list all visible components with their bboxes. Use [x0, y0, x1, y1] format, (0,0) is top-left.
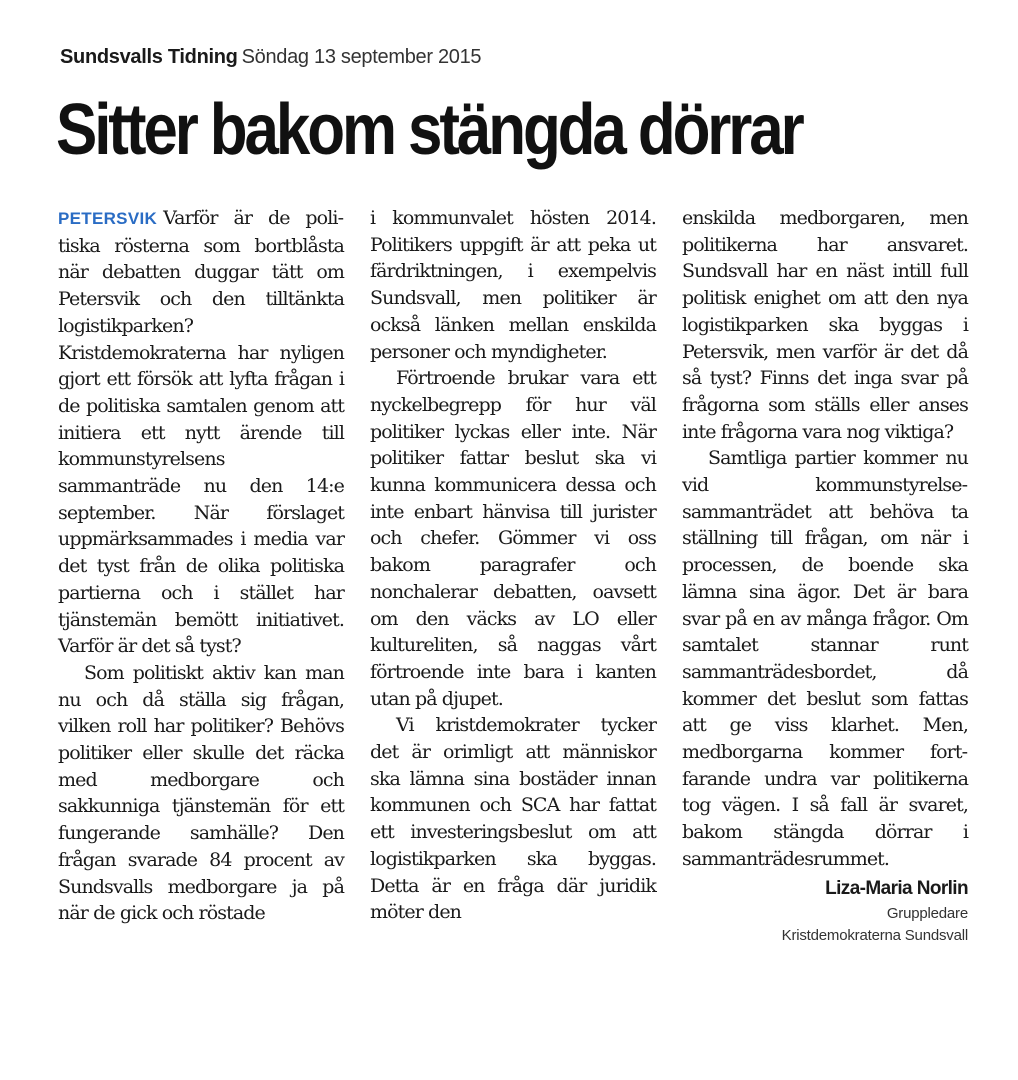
paragraph: enskilda medborgaren, men politikerna har ansvaret. Sundsvall har en näst intill full politisk enighet om att den nya logistikparken ska byggas i Petersvik, men varför är det då så tyst? Finns det inga svar på frågorna som ställs eller anses inte frågorna vara nog viktiga?	[682, 207, 968, 443]
paragraph: Förtroende brukar vara ett nyckelbegrepp för hur väl politiker lyckas eller inte. När politiker fattar beslut ska vi kunna kommunicera dessa och inte enbart hänvisa till jurister och chefer. Gömmer vi oss bakom paragrafer och nonchalerar debatten, oavsett om den väcks av LO eller kultureliten, så naggas vårt förtroende inte bara i kanten utan på djupet.	[370, 367, 656, 710]
newspaper-name: Sundsvalls Tidning	[60, 46, 238, 68]
author-name: Liza-Maria Norlin	[825, 877, 968, 899]
paragraph: Samtliga partier kommer nu vid kommunstyrelsesammanträdet att behöva ta ställning till frågan, om när i processen, de boende ska lämna sina ägor. Det är bara svar på en av många frågor. Om samtalet stannar runt sammanträdesbordet, då kommer det beslut som fattas att ge viss klarhet. Men, medborgarna kommer fortfarande undra var politikerna tog vägen. I så fall är svaret, bakom stängda dörrar i sammanträdesrummet.	[682, 447, 968, 870]
article-headline: Sitter bakom stängda dörrar	[56, 90, 802, 170]
dateline: PETERSVIK	[58, 209, 158, 228]
paragraph	[58, 205, 344, 660]
paragraph: Som politiskt aktiv kan man nu och då ställa sig frågan, vilken roll har politiker? Behövs politiker eller skulle det räcka med medborgare och sakkunniga tjänstemän för ett fungerande samhälle? Den frågan svarade 84 procent av Sundsvalls medborgare ja på när de gick och röstade	[58, 661, 344, 925]
column-3	[682, 205, 968, 947]
article-body	[58, 205, 968, 947]
column-2	[370, 205, 656, 947]
paragraph: i kommunvalet hösten 2014. Politikers uppgift är att peka ut färdriktningen, i exempelvis Sundsvall, men politiker är också länken mellan enskilda personer och myndigheter.	[370, 207, 656, 363]
author-organization: Kristdemokraterna Sundsvall	[781, 926, 968, 944]
signature	[682, 875, 968, 947]
paragraph: Vi kristdemokrater tycker det är orimligt att människor ska lämna sina bostäder innan kommunen och SCA har fattat ett investeringsbeslut om att logistikparken ska byggas. Detta är en fråga där juridik möter den	[370, 714, 656, 924]
column-1	[58, 205, 344, 947]
masthead	[60, 46, 481, 69]
author-role: Gruppledare	[886, 904, 968, 922]
paragraph-text: Varför är de politiska rösterna som bortblåsta när debatten duggar tätt om Petersvik och den tilltänkta logistikparken? Kristdemokraterna har nyligen gjort ett försök att lyfta frågan i de politiska samtalen genom att initiera ett nytt ärende till kommunstyrelsens sammanträde nu den 14:e september. När förslaget uppmärksammades i media var det tyst från de olika politiska partierna och i stället har tjänstemän bemött initiativet. Varför är det så tyst?	[58, 207, 344, 658]
publication-date: Söndag 13 september 2015	[241, 46, 482, 68]
